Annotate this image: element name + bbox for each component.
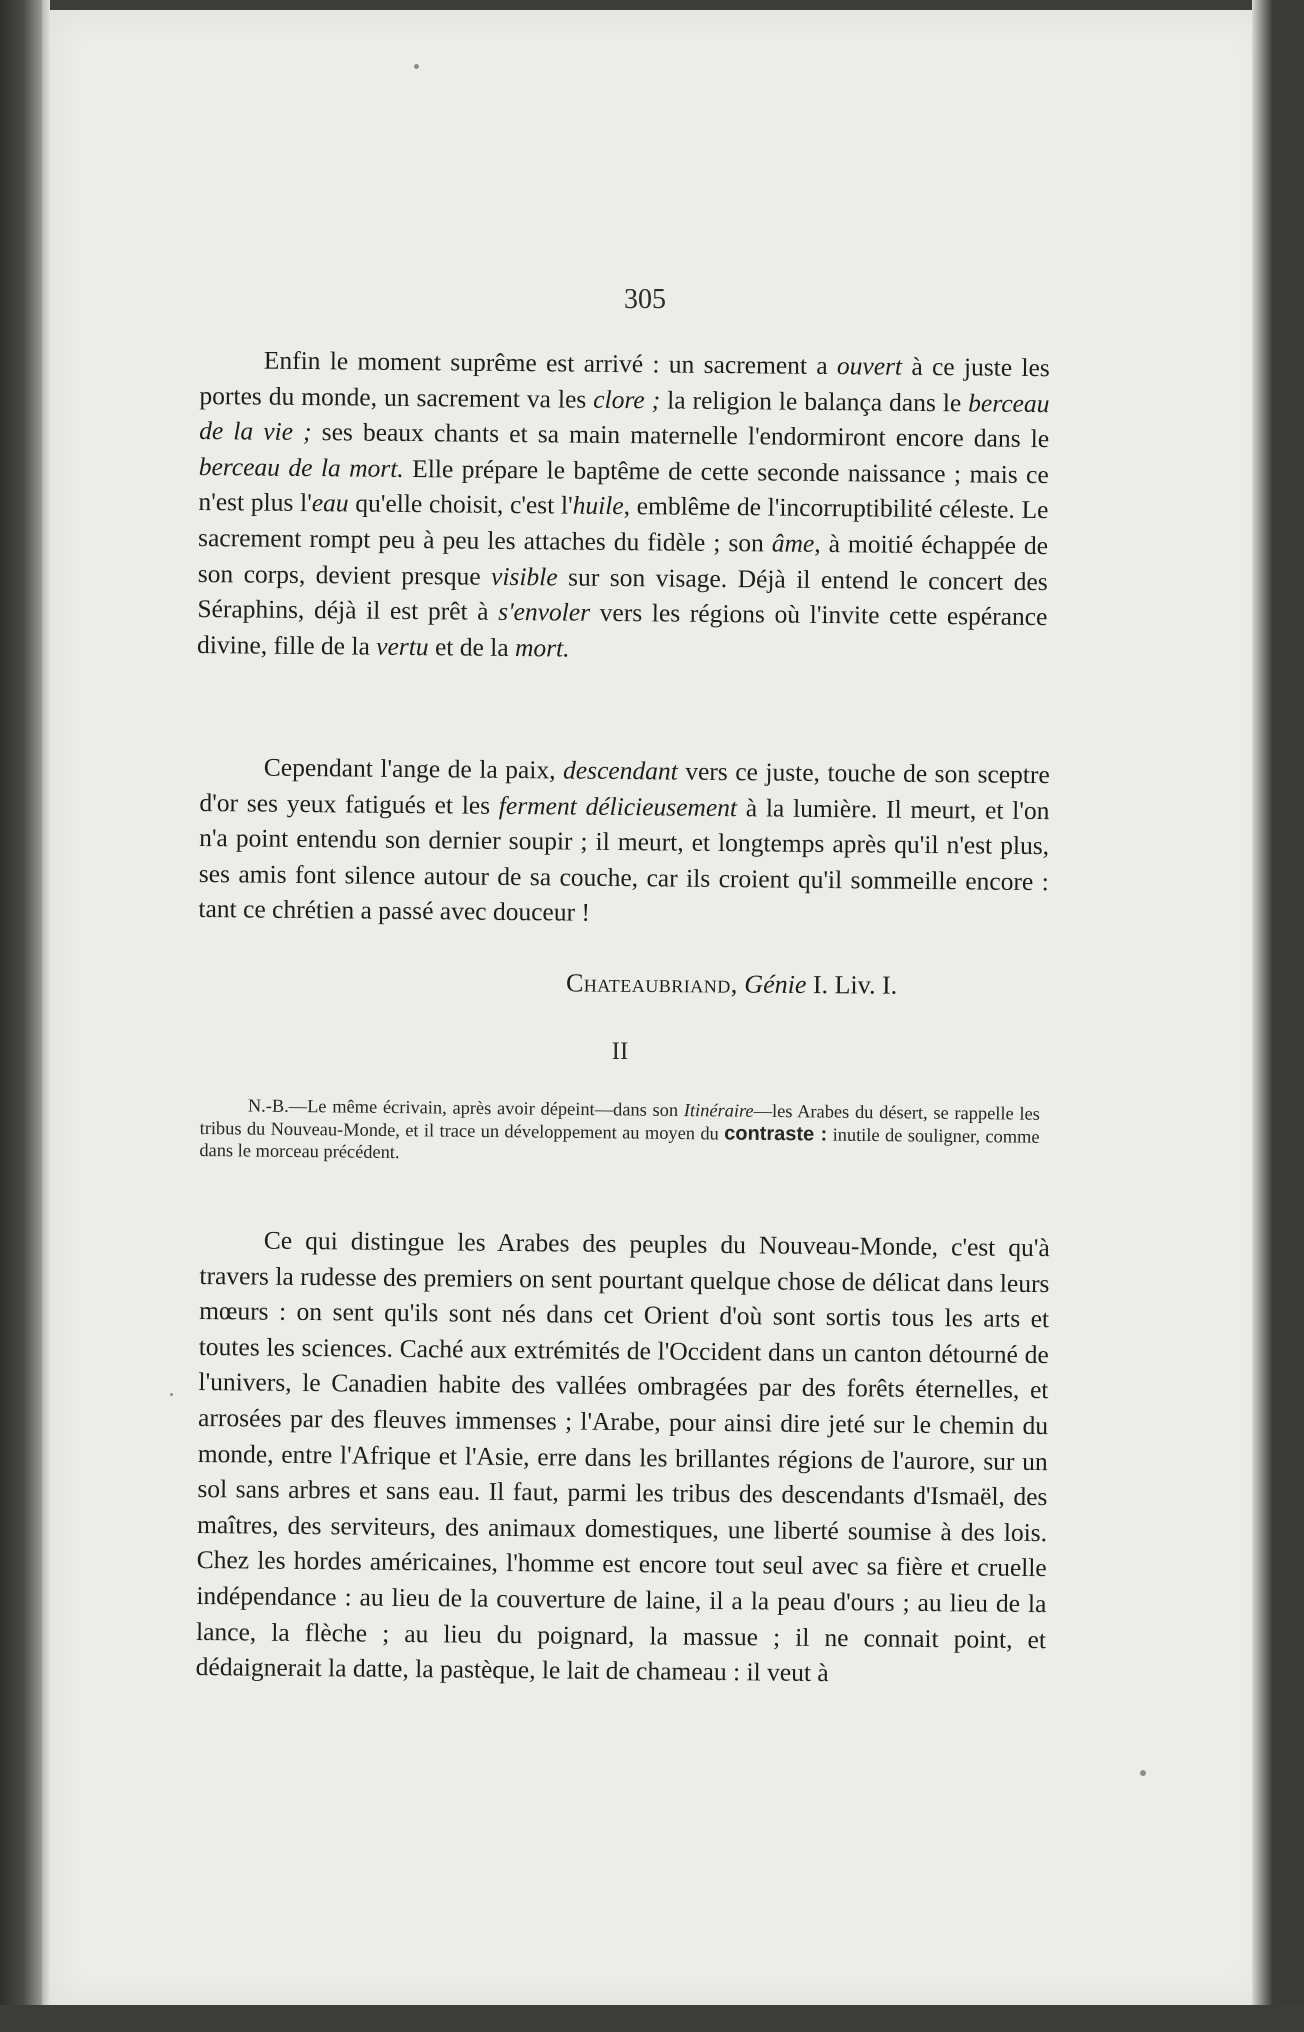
text-run: qu'elle choisit, c'est l'	[348, 488, 573, 520]
paragraph-extreme-unction	[197, 342, 1050, 670]
source-attribution	[566, 968, 1026, 1001]
book-right-edge	[1252, 0, 1304, 2032]
text-run: sur son visage. Déjà il entend le concert des Séraphins, déjà il est prêt à	[197, 562, 1048, 627]
italic-run: s'envoler	[498, 597, 591, 627]
section-numeral: II	[611, 1038, 629, 1065]
text-run: N.-B.—Le même écrivain, après avoir dépeint—dans son	[247, 1095, 684, 1121]
page-number: 305	[624, 284, 666, 315]
italic-run: vertu	[376, 631, 429, 661]
text-run: Ce qui distingue les Arabes des peuples du Nouveau-Monde, c'est qu'à travers la rudesse des premiers on sent pourtant quelque chose de délicat dans leurs mœurs : on sent qu'ils sont nés dans cet Orient d'où sont sortis tous les arts et toutes les sciences. Caché aux extrémités de l'Occident dans un canton détourné de l'univers, le Canadien habite des vallées ombragées par des forêts éternelles, et arrosées par des fleuves immenses ; l'Arabe, pour ainsi dire jeté sur le chemin du monde, entre l'Afrique et l'Asie, erre dans les brillantes régions de l'aurore, sur un sol sans arbres et sans eau. Il faut, parmi les tribus des descendants d'Ismaël, des maîtres, des serviteurs, des animaux domestiques, une liberté soumise à des lois. Chez les hordes américaines, l'homme est encore tout seul avec sa fière et cruelle indépendance : au lieu de la couverture de laine, il a la peau d'ours ; au lieu de la lance, la flèche ; au lieu du poignard, la massue ; il ne connait point, et dédaignerait la datte, la pastèque, le lait de chameau : il veut à	[195, 1225, 1050, 1688]
attribution-reference: I. Liv. I.	[806, 970, 898, 1000]
text-run: la religion le balança dans le	[660, 385, 969, 417]
editor-note	[199, 1094, 1040, 1171]
italic-run: mort.	[514, 632, 570, 663]
italic-run: berceau de la mort.	[198, 451, 404, 483]
text-run: , à moitié échappée de son corps, devient presque	[197, 528, 1049, 591]
page-gutter	[42, 0, 50, 2032]
italic-run: Itinéraire	[683, 1100, 754, 1121]
text-run: à ce juste les portes du monde, un sacrement va les	[199, 351, 1050, 414]
italic-run: berceau de la vie ;	[199, 387, 1050, 447]
paper-speck	[1140, 1770, 1146, 1776]
book-left-edge	[0, 0, 42, 2032]
text-run: Elle prépare le baptême de cette seconde naissance ; mais ce n'est plus l'	[198, 453, 1049, 518]
attribution-work: Génie	[744, 969, 807, 1000]
text-run: inutile de souligner, comme dans le morceau précédent.	[199, 1124, 1040, 1163]
bold-run: contraste :	[724, 1122, 828, 1146]
italic-run: descendant	[562, 755, 678, 786]
italic-run: ouvert	[836, 351, 903, 381]
italic-run: âme	[771, 528, 815, 558]
italic-run: eau	[311, 488, 349, 518]
paragraph-arabs-and-americans	[196, 1222, 1050, 1693]
text-run: et de la	[428, 631, 516, 662]
text-run: Enfin le moment suprême est arrivé : un sacrement a	[263, 345, 838, 381]
attribution-author: Chateaubriand,	[565, 968, 738, 999]
scan-bottom-border	[0, 2005, 1304, 2032]
text-run: , emblême de l'incorruptibilité céleste. Le sacrement rompt peu à peu les attaches du fidèle ; son	[197, 491, 1049, 558]
text-run: ses beaux chants et sa main maternelle l'endormiront encore dans le	[311, 417, 1050, 454]
italic-run: clore ;	[593, 384, 661, 415]
text-run: —les Arabes du désert, se rappelle les tribus du Nouveau-Monde, et il trace un développement au moyen du	[199, 1100, 1040, 1144]
text-run: à la lumière. Il meurt, et l'on n'a point entendu son dernier soupir ; il meurt, et longtemps après qu'il n'est plus, ses amis font silence autour de sa couche, car ils croient qu'il sommeille encore : tant ce chrétien a passé avec douceur !	[198, 792, 1050, 928]
text-run: vers ce juste, touche de son sceptre d'or ses yeux fatigués et les	[199, 756, 1050, 820]
italic-run: huile	[572, 490, 624, 521]
text-run: Cependant l'ange de la paix,	[263, 752, 564, 785]
italic-run: ferment délicieusement	[498, 790, 738, 822]
paper-speck	[170, 1393, 173, 1396]
paper-speck	[414, 64, 419, 69]
text-run: vers les régions où l'invite cette espérance divine, fille de la	[196, 597, 1048, 661]
paragraph-angel-of-peace	[198, 749, 1050, 935]
italic-run: visible	[490, 561, 558, 592]
